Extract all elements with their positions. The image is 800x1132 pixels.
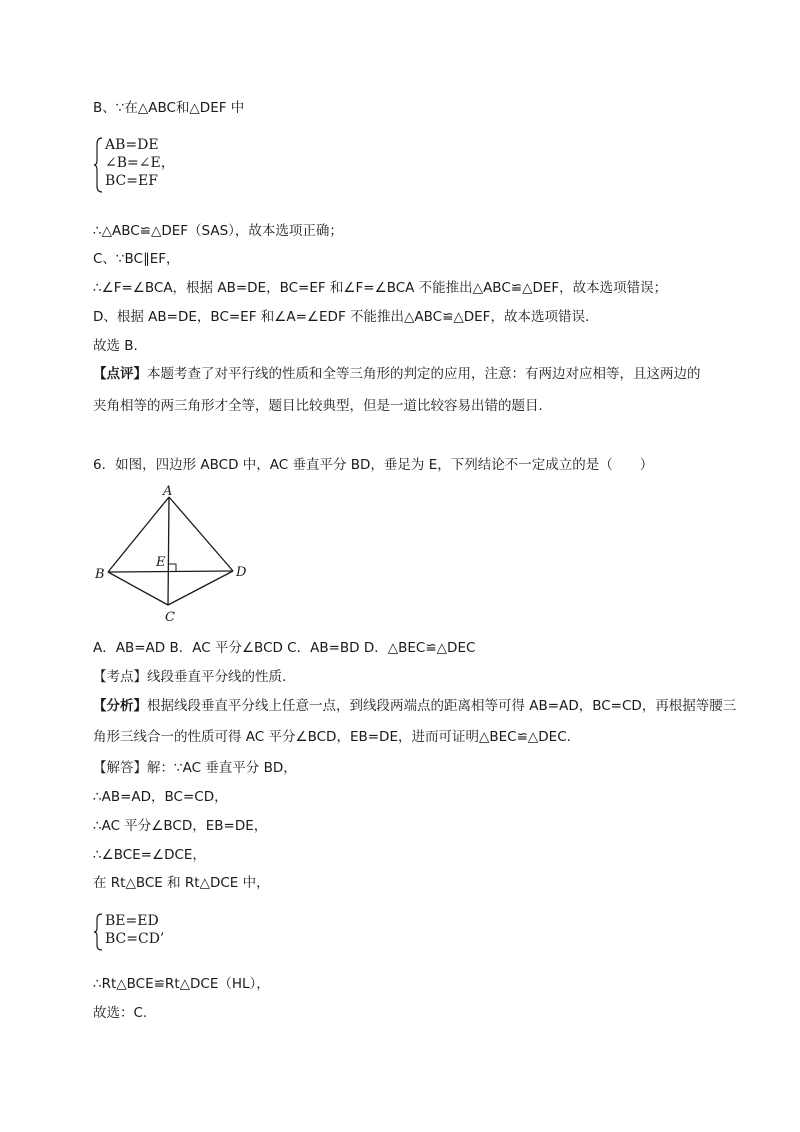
- question-6-stem: 6．如图，四边形 ABCD 中，AC 垂直平分 BD，垂足为 E，下列结论不一定成立的是（ ）: [93, 457, 654, 473]
- jieda-tag: 【解答】: [93, 760, 147, 776]
- quadrilateral-figure: [93, 484, 263, 624]
- system-1-line: ∠B=∠E，: [105, 155, 175, 171]
- label-e: E: [156, 555, 166, 570]
- solution-step-4: 在 Rt△BCE 和 Rt△DCE 中，: [93, 875, 270, 891]
- answer-6: 故选：C.: [93, 1005, 148, 1021]
- line-c: C、∵BC∥EF，: [93, 251, 180, 267]
- label-b: B: [95, 567, 105, 582]
- system-1-line: AB=DE: [105, 137, 159, 153]
- equation-system-2: [93, 912, 213, 952]
- solution-step-2: ∴AC 平分∠BCD，EB=DE，: [93, 818, 268, 834]
- jieda-line: [93, 759, 297, 777]
- conclusion-c: ∴∠F=∠BCA，根据 AB=DE，BC=EF 和∠F=∠BCA 不能推出△ABC≌△DEF，故本选项错误；: [93, 280, 668, 296]
- jieda-text: 解：∵AC 垂直平分 BD，: [147, 760, 297, 776]
- fenxi-line-2: 角形三线合一的性质可得 AC 平分∠BCD，EB=DE，进而可证明△BEC≌△DEC.: [93, 729, 571, 745]
- label-a: A: [163, 484, 173, 499]
- comment-line-2: 夹角相等的两三角形才全等，题目比较典型，但是一道比较容易出错的题目.: [93, 398, 543, 414]
- solution-step-5: ∴Rt△BCE≌Rt△DCE（HL），: [93, 976, 270, 992]
- kaodian-tag: 【考点】: [93, 669, 147, 685]
- label-d: D: [236, 565, 247, 580]
- solution-step-3: ∴∠BCE=∠DCE，: [93, 847, 206, 863]
- fenxi-text-1: 根据线段垂直平分线上任意一点，到线段两端点的距离相等可得 AB=AD，BC=CD，再根据等腰三: [147, 698, 737, 714]
- segment-bd: [108, 571, 233, 572]
- equation-system-1: [93, 136, 213, 194]
- brace-icon: [93, 912, 103, 952]
- line-b: B、∵在△ABC和△DEF 中: [93, 100, 245, 116]
- fenxi-line-1: [93, 697, 736, 715]
- system-2-line: BE=ED: [105, 913, 159, 929]
- solution-step-1: ∴AB=AD，BC=CD，: [93, 789, 228, 805]
- system-2-line: BC=CD’: [105, 931, 165, 947]
- segment-ac: [168, 497, 169, 605]
- brace-icon: [93, 136, 103, 194]
- kaodian-text: 线段垂直平分线的性质.: [147, 669, 287, 685]
- segment-bc: [108, 572, 168, 605]
- segment-ad: [169, 497, 233, 571]
- question-6-options: A．AB=AD B．AC 平分∠BCD C．AB=BD D．△BEC≌△DEC: [93, 640, 476, 656]
- comment-tag: 【点评】: [93, 366, 147, 382]
- label-c: C: [165, 610, 175, 624]
- fenxi-tag: 【分析】: [93, 698, 147, 714]
- segment-dc: [168, 571, 233, 605]
- comment-text-1: 本题考查了对平行线的性质和全等三角形的判定的应用，注意：有两边对应相等，且这两边的: [147, 366, 701, 382]
- kaodian-line: [93, 668, 286, 686]
- comment-line-1: [93, 365, 701, 383]
- conclusion-b: ∴△ABC≌△DEF（SAS），故本选项正确；: [93, 223, 343, 239]
- system-1-line: BC=EF: [105, 173, 158, 189]
- right-angle-mark: [169, 564, 177, 572]
- line-d: D、根据 AB=DE，BC=EF 和∠A=∠EDF 不能推出△ABC≌△DEF，故本选项错误.: [93, 309, 590, 325]
- answer-5: 故选 B.: [93, 338, 138, 354]
